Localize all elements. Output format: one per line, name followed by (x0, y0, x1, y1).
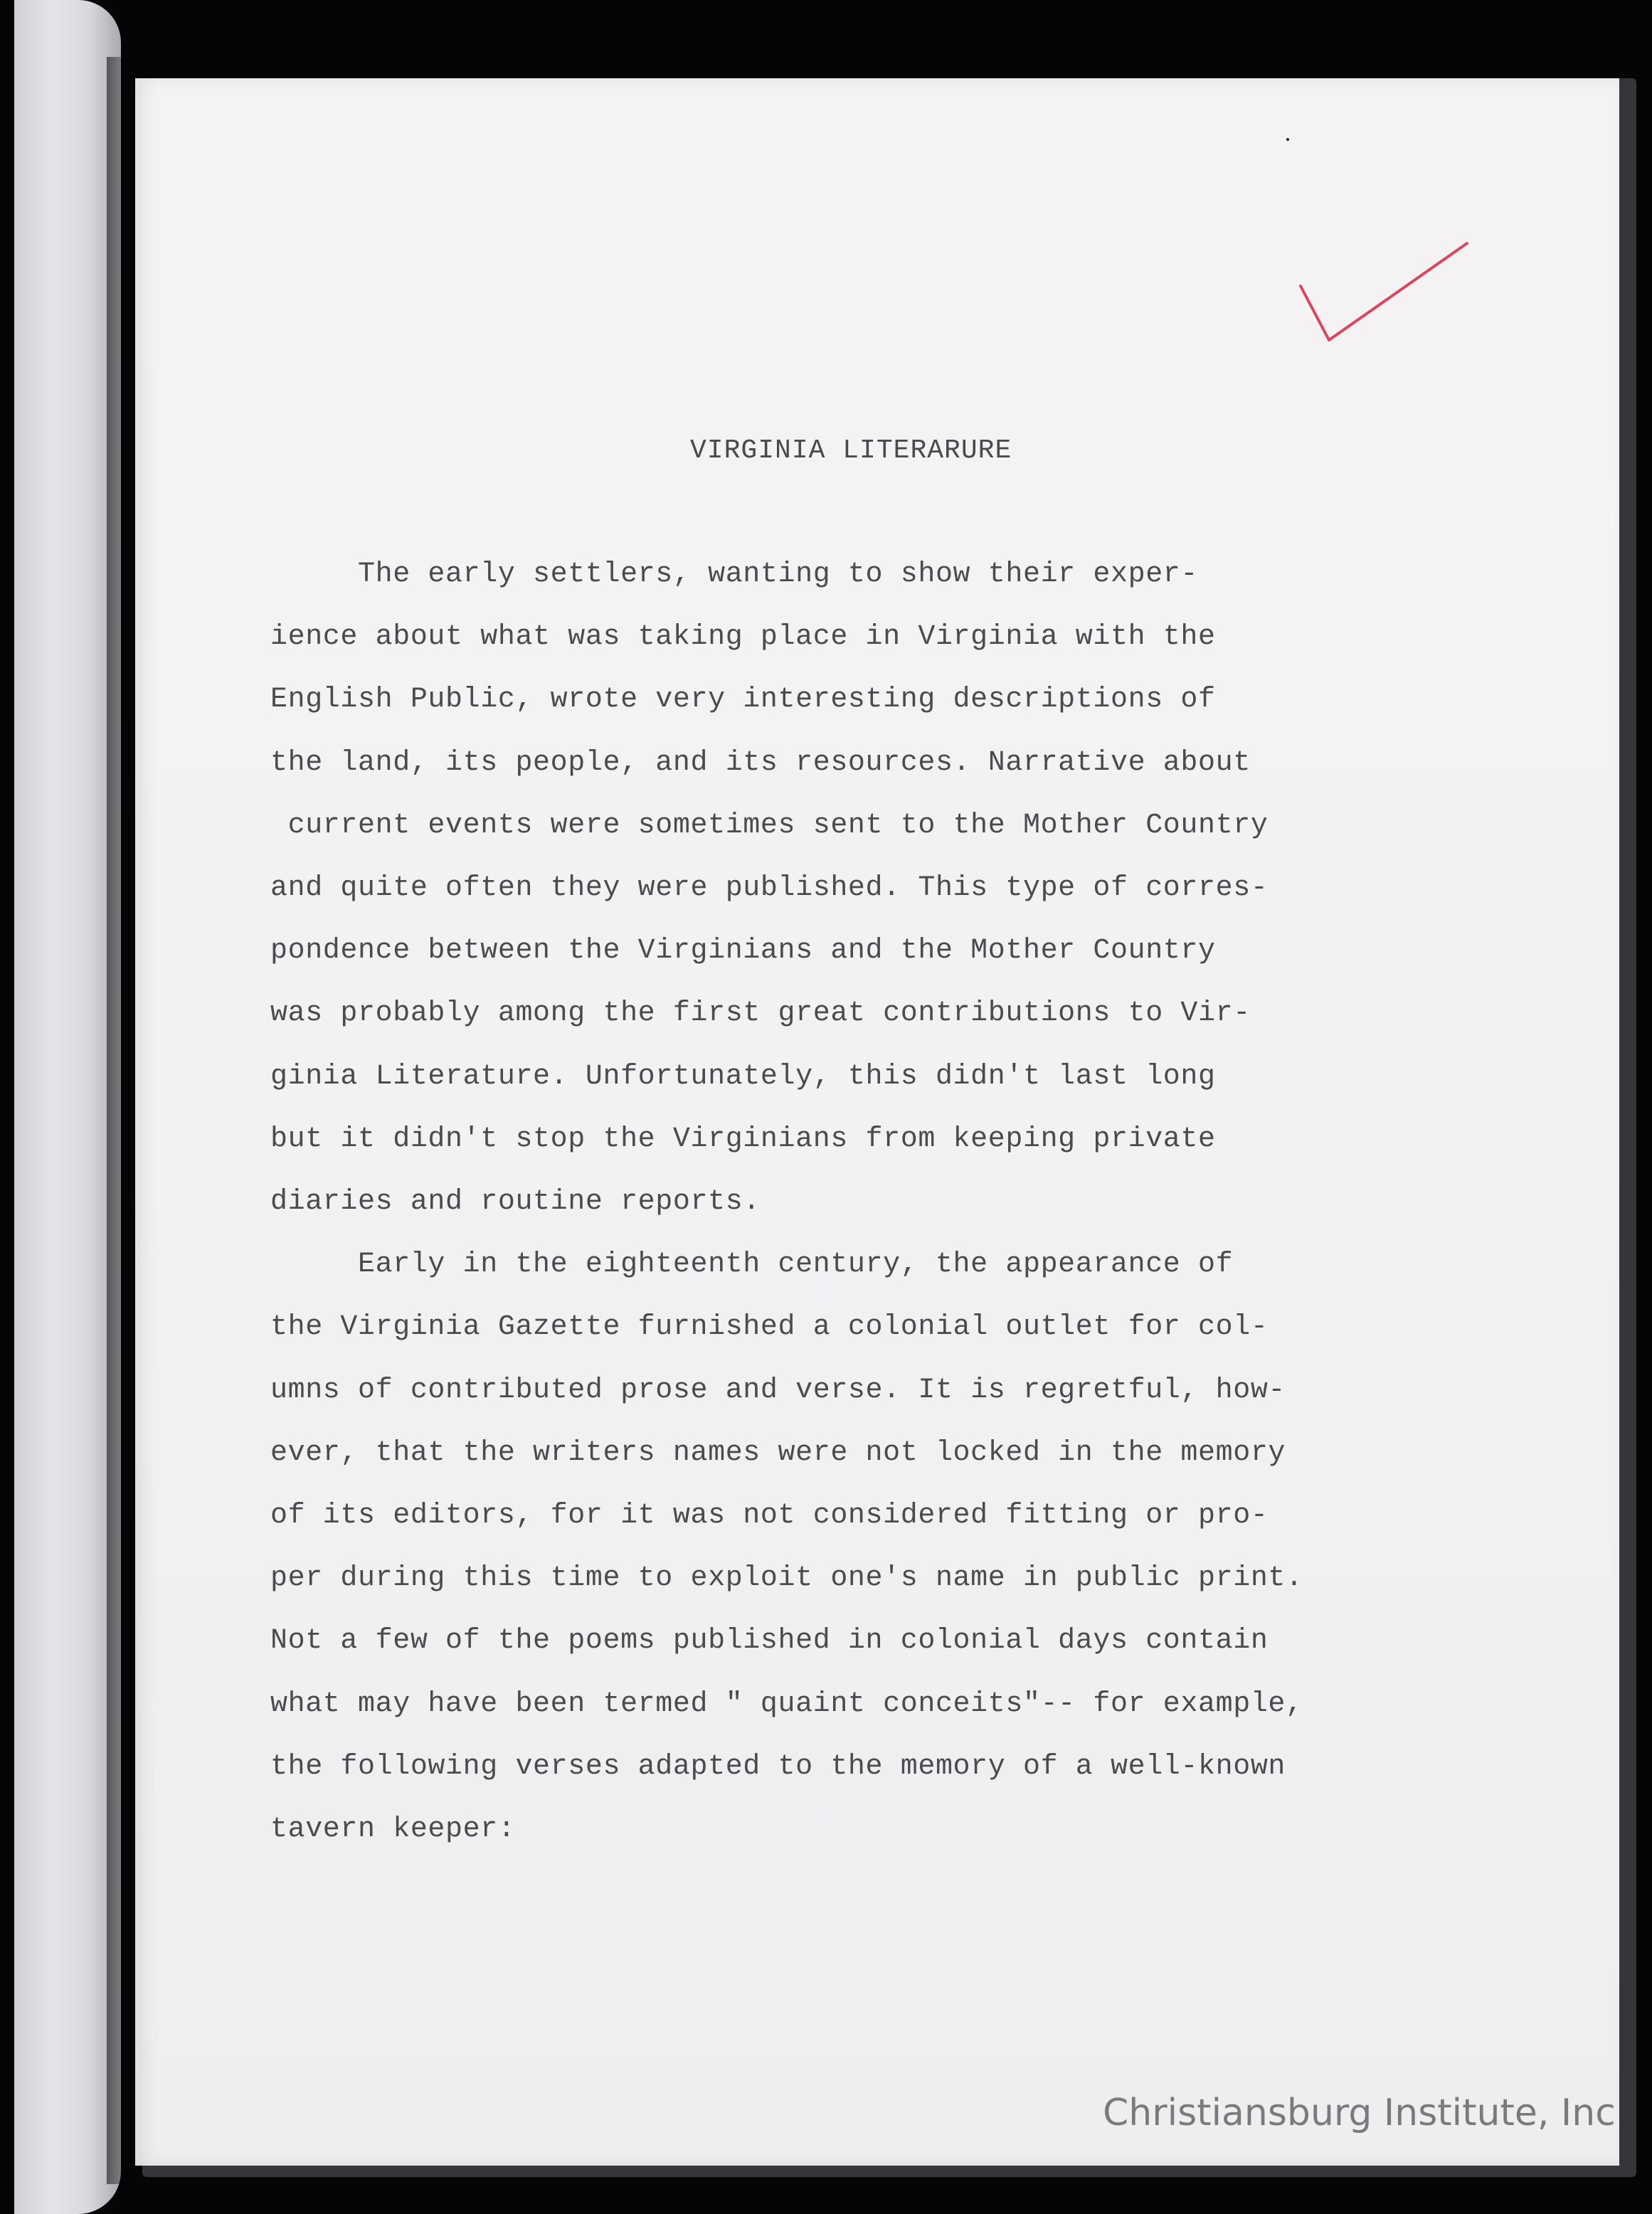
text-line: was probably among the first great contributions to Vir- (270, 997, 1251, 1030)
text-line: what may have been termed " quaint conceits"-- for example, (270, 1688, 1303, 1720)
text-line: tavern keeper: (270, 1813, 516, 1845)
text-line: The early settlers, wanting to show their exper- (270, 558, 1199, 590)
ink-speck (1286, 138, 1289, 141)
text-line: diaries and routine reports. (270, 1186, 761, 1218)
text-line: umns of contributed prose and verse. It is regretful, how- (270, 1374, 1286, 1407)
document-page (135, 78, 1619, 2166)
text-line: ever, that the writers names were not locked in the memory (270, 1436, 1286, 1469)
text-line: but it didn't stop the Virginians from keeping private (270, 1123, 1216, 1155)
page-gutter-shadow (107, 57, 135, 2184)
text-line: English Public, wrote very interesting descriptions of (270, 684, 1216, 716)
text-line: of its editors, for it was not considered fitting or pro- (270, 1500, 1269, 1532)
text-line: ience about what was taking place in Virginia with the (270, 621, 1216, 654)
text-line: pondence between the Virginians and the Mother Country (270, 935, 1216, 968)
text-line: Not a few of the poems published in colonial days contain (270, 1625, 1269, 1658)
watermark: Christiansburg Institute, Inc (1103, 2092, 1616, 2134)
text-line: the land, its people, and its resources. Narrative about (270, 746, 1251, 779)
text-line: current events were sometimes sent to the Mother Country (270, 809, 1269, 842)
check-mark-icon (1288, 235, 1473, 349)
text-line: Early in the eighteenth century, the appearance of (270, 1249, 1234, 1281)
text-line: the Virginia Gazette furnished a colonial outlet for col- (270, 1311, 1269, 1344)
text-line: the following verses adapted to the memory of a well-known (270, 1750, 1286, 1783)
page-title: VIRGINIA LITERARURE (690, 435, 1012, 466)
left-page-edge (14, 0, 121, 2214)
text-line: per during this time to exploit one's name in public print. (270, 1562, 1303, 1595)
text-line: and quite often they were published. This type of corres- (270, 872, 1269, 904)
text-line: ginia Literature. Unfortunately, this didn't last long (270, 1060, 1216, 1093)
